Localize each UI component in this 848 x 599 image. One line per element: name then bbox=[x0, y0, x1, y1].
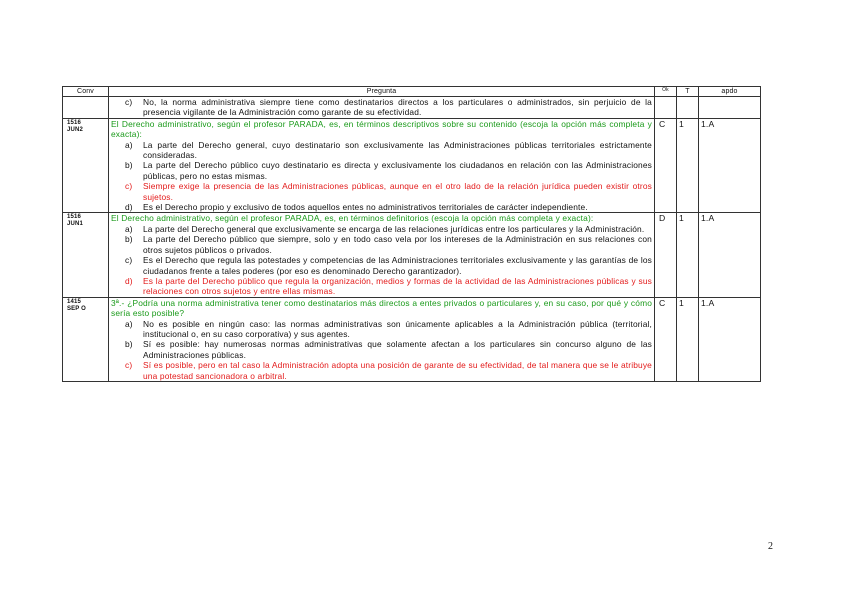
t-cell: 1 bbox=[677, 213, 699, 297]
apdo-cell: 1.A bbox=[699, 213, 761, 297]
conv-cell: 1516 JUN1 bbox=[63, 213, 109, 297]
option-item: a) La parte del Derecho general, cuyo destinatario son exclusivamente las Administraciones públicas territoriales estrictamente consideradas. bbox=[125, 139, 652, 161]
option-item bbox=[111, 97, 652, 118]
apdo-cell: 1.A bbox=[699, 118, 761, 213]
option-item: b) La parte del Derecho público que siempre, solo y en todo caso vela por los intereses de la Administración en sus relaciones con otros sujetos públicos o privados. bbox=[125, 234, 652, 255]
question-row-1 bbox=[63, 118, 761, 213]
option-item: c) Es el Derecho que regula las potestades y competencias de las Administraciones territoriales exclusivamente y las garantías de los ciudadanos frente a tales poderes (por eso es denominado Derecho garantizador). bbox=[125, 255, 652, 276]
question-text: El Derecho administrativo, según el profesor PARADA, es, en términos definitorios (escoja la opción más completa y exacta): bbox=[111, 213, 594, 224]
option-item: a) No es posible en ningún caso: las normas administrativas son únicamente aplicables a la Administración pública (territorial, institucional o, en su caso corporativa) y sus agentes. bbox=[125, 318, 652, 339]
apdo-cell: 1.A bbox=[699, 297, 761, 381]
question-text: 3ª.- ¿Podría una norma administrativa tener como destinatarios más directos a entes privados o particulares y, en su caso, por qué y cómo sería esto posible? bbox=[111, 297, 652, 319]
continuation-row bbox=[63, 97, 761, 119]
header-ok: Ok bbox=[655, 87, 677, 97]
ok-cell: D bbox=[655, 213, 677, 297]
option-letter: c) bbox=[125, 97, 133, 107]
question-row-3 bbox=[63, 297, 761, 381]
ok-cell: C bbox=[655, 118, 677, 213]
questions-table bbox=[62, 86, 761, 382]
t-cell: 1 bbox=[677, 297, 699, 381]
option-item: d) Es el Derecho propio y exclusivo de todos aquellos entes no administrativos territoriales de carácter independiente. bbox=[125, 202, 588, 213]
page-number: 2 bbox=[768, 541, 773, 552]
header-t: T bbox=[677, 87, 699, 97]
ok-cell: C bbox=[655, 297, 677, 381]
option-item: b) La parte del Derecho público cuyo destinatario es directa y exclusivamente los ciudadanos en relación con las Administraciones públicas, pero no estas mismas. bbox=[125, 160, 652, 181]
header-row bbox=[63, 87, 761, 97]
correct-option-item: c) Sí es posible, pero en tal caso la Administración adopta una posición de garante de su efectividad, de tal manera que se le atribuye una potestad sancionadora o arbitral. bbox=[125, 360, 652, 381]
correct-option-item: c) Siempre exige la presencia de las Administraciones públicas, aunque en el otro lado de la relación jurídica pueden existir otros sujetos. bbox=[125, 181, 652, 202]
option-item: a) La parte del Derecho general que exclusivamente se encarga de las relaciones jurídicas entre los particulares y la Administración. bbox=[125, 223, 645, 234]
header-pregunta: Pregunta bbox=[109, 87, 655, 97]
conv-cell: 1516 JUN2 bbox=[63, 118, 109, 213]
header-apdo: apdo bbox=[699, 87, 761, 97]
question-text: El Derecho administrativo, según el profesor PARADA, es, en términos descriptivos sobre su contenido (escoja la opción más completa y exacta): bbox=[111, 118, 652, 140]
correct-option-item: d) Es la parte del Derecho público que regula la organización, medios y formas de la actividad de las Administraciones públicas y sus relaciones con otros sujetos y entre ellas mismas. bbox=[125, 275, 652, 297]
conv-cell: 1415 SEP O bbox=[63, 297, 109, 381]
question-row-2 bbox=[63, 213, 761, 297]
option-text: No, la norma administrativa siempre tiene como destinatarios directos a los particulares o administrados, sin perjuicio de la presencia vigilante de la Administración como garante de su efectividad. bbox=[143, 97, 652, 118]
t-cell: 1 bbox=[677, 118, 699, 213]
header-conv: Conv bbox=[63, 87, 109, 97]
option-item: b) Sí es posible: hay numerosas normas administrativas que solamente afectan a los particulares sin concurso alguno de las Administraciones públicas. bbox=[125, 339, 652, 360]
